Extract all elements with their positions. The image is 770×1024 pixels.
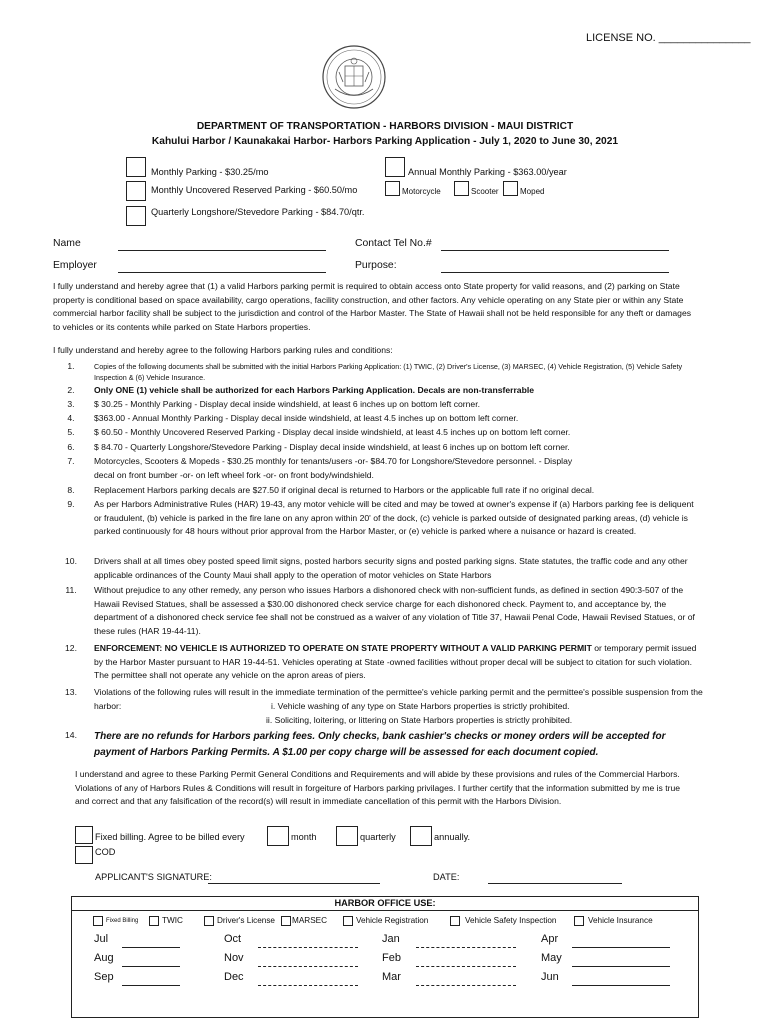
rule-number: 8. [67,485,75,495]
rule-text: As per Harbors Administrative Rules (HAR) 19-43, any motor vehicle will be cited and may be towed at owner's expense if (a) Harbors parking fee is deliquent or fraudulent, (b) vehicle is parked in the fire lane on any apron within 20' of the dock, (c) vehicle is parked outside of designated parking areas, (d) vehicle is parked continuously for 48 hours without prior approval from the Harbor Master, or (e) vehicle is parked where a nuisance or hazard is created. [94,499,694,537]
rules-intro: I fully understand and hereby agree to the following Harbors parking rules and conditions: [53,345,393,355]
rule-text: $ 60.50 - Monthly Uncovered Reserved Parking - Display decal inside windshield, at least 4.5 inches up on bottom left corner. [94,427,571,437]
date-label: DATE: [433,872,460,882]
rule-text: $ 30.25 - Monthly Parking - Display decal inside windshield, at least 6 inches up on bottom left corner. [94,399,480,409]
monthly-uncovered-label: Monthly Uncovered Reserved Parking - $60.50/mo [151,185,358,195]
rule-number: 10. [65,556,77,566]
monthly-uncovered-checkbox[interactable] [126,181,146,201]
rule-number: 7. [67,456,75,466]
month-jun-field[interactable] [572,985,670,986]
month-aug: Aug [94,952,114,964]
license-number: LICENSE NO. _______________ [586,32,751,44]
month-jul-field[interactable] [122,947,180,948]
agreement-paragraph: I understand and agree to these Parking Permit General Conditions and Requirements and will abide by these provisions and rules of the Commercial Harbors. Violations of any of Harbors Rules & Conditions will result in forgeiture of Harbors parking privilages. I further certify that the information submitted by me is true and correct and that any falsification of the record(s) will result in immediate cancellation of this permit with the Harbors Division. [75,769,681,807]
month-apr-field[interactable] [572,947,670,948]
month-feb-field[interactable] [416,966,516,967]
monthly-parking-label: Monthly Parking - $30.25/mo [151,167,269,177]
month-mar-field[interactable] [416,985,516,986]
state-seal-icon [321,44,387,110]
fixed-billing-checkbox[interactable] [75,826,93,844]
month-oct-field[interactable] [258,947,358,948]
rule-text: Without prejudice to any other remedy, any person who issues Harbors a dishonored check with non-sufficient funds, as defined in section 490:3-507 of the Hawaii Revised Statues, shall be assessed a $30.00 dishonored check service charge for each dishonored check. Payment to, and acceptance by, the department of a dishonored check service fee shall not be construed as a waiver of any violation of Title 37, Hawaii Penal Code, Hawaii Revised Statues, or of these rules (HAR 19-44-11). [94,585,695,636]
month-feb: Feb [382,952,401,964]
month-aug-field[interactable] [122,966,180,967]
scooter-label: Scooter [471,187,499,196]
rule-text: Copies of the following documents shall be submitted with the initial Harbors Parking Application: (1) TWIC, (2) Driver's License, (3) MARSEC, (4) Vehicle Registration, (5) Vehicle Safety Inspection & (6) Vehicle Insurance. [94,362,683,382]
enforcement-text: ENFORCEMENT: NO VEHICLE IS AUTHORIZED TO OPERATE ON STATE PROPERTY WITHOUT A VALID PARKING PERMIT [94,643,592,653]
rule-text: There are no refunds for Harbors parking fees. Only checks, bank cashier's checks or money orders will be accepted for payment of Harbors Parking Permits. A $1.00 per copy charge will be assessed for each document copied. [94,731,666,758]
month-may-field[interactable] [572,966,670,967]
month-apr: Apr [541,933,559,945]
rule-number: 4. [67,413,75,423]
quarterly-label: quarterly [360,832,396,842]
rule-number: 13. [65,687,77,697]
quarterly-checkbox[interactable] [336,826,358,846]
annually-checkbox[interactable] [410,826,432,846]
office-drivers-license-label: Driver's License [217,916,275,925]
rule-text: or temporary permit issued by the Harbor Master pursuant to HAR 19-44-51. Vehicles operating at State -owned facilities without proper decal will be subject to citation for such violation. The permittee shall not operate any vehicle on the apron areas of piers. [94,643,697,681]
month-nov-field[interactable] [258,966,358,967]
cod-label: COD [95,847,116,857]
month-jun: Jun [541,971,559,983]
office-twic-checkbox[interactable] [149,916,159,926]
month-sep: Sep [94,971,114,983]
annually-label: annually. [434,832,471,842]
office-marsec-label: MARSEC [292,916,328,925]
rule-text: $ 84.70 - Quarterly Longshore/Stevedore Parking - Display decal inside windshield, at least 6 inches up on bottom left corner. [94,442,570,452]
contact-label: Contact Tel No.# [355,238,432,249]
rule-number: 9. [67,499,75,509]
office-vehicle-registration-checkbox[interactable] [343,916,353,926]
cod-checkbox[interactable] [75,846,93,864]
month-mar: Mar [382,971,401,983]
office-twic-label: TWIC [162,916,183,925]
employer-label: Employer [53,260,97,271]
moped-checkbox[interactable] [503,181,518,196]
rule-13-sub-i: i. Vehicle washing of any type on State Harbors properties is strictly prohibited. [271,701,570,711]
department-heading: DEPARTMENT OF TRANSPORTATION - HARBORS DIVISION - MAUI DISTRICT [196,121,574,132]
rule-number: 3. [67,399,75,409]
office-vehicle-insurance-checkbox[interactable] [574,916,584,926]
rule-number: 5. [67,427,75,437]
motorcycle-label: Motorcycle [402,187,441,196]
month-sep-field[interactable] [122,985,180,986]
office-fixed-billing-checkbox[interactable] [93,916,103,926]
employer-field[interactable] [118,272,326,273]
quarterly-longshore-label: Quarterly Longshore/Stevedore Parking - $84.70/qtr. [151,207,365,217]
harbor-office-use-box [71,896,699,1018]
rule-text: Violations of the following rules will result in the immediate termination of the permittee's vehicle parking permit and the permittee's possible suspension from the harbor: [94,687,703,711]
application-title: Kahului Harbor / Kaunakakai Harbor- Harbors Parking Application - July 1, 2020 to June 30, 2021 [151,136,619,147]
month-dec-field[interactable] [258,985,358,986]
month-dec: Dec [224,971,244,983]
rule-number: 11. [65,585,77,595]
month-oct: Oct [224,933,242,945]
fixed-billing-label: Fixed billing. Agree to be billed every [95,832,245,842]
office-use-title: HARBOR OFFICE USE: [334,898,436,908]
rule-text: Replacement Harbors parking decals are $27.50 if original decal is returned to Harbors or the applicable full rate if no original decal. [94,485,595,495]
scooter-checkbox[interactable] [454,181,469,196]
name-label: Name [53,238,81,249]
intro-paragraph: I fully understand and hereby agree that (1) a valid Harbors parking permit is required to obtain access onto State property for valid reasons, and (2) parking on State property is conditional based on space availability, cargo operations, facility construction, and other factors. Any vehicle operating on any State pier or within any State commercial harbor facility shall be subject to the jurisdiction and control of the Harbor Master. The State of Hawaii shall not be held responsible for any theft or damages to vehicles or its contents while parked on State Harbors properties. [53,281,692,332]
office-vehicle-insurance-label: Vehicle Insurance [588,916,653,925]
office-fixed-billing-label: Fixed Billing [106,918,139,924]
annual-parking-label: Annual Monthly Parking - $363.00/year [408,167,567,177]
rule-text: $363.00 - Annual Monthly Parking - Display decal inside windshield, at least 4.5 inches up on bottom left corner. [94,413,519,423]
office-vehicle-registration-label: Vehicle Registration [356,916,429,925]
rule-text: Only ONE (1) vehicle shall be authorized for each Harbors Parking Application. Decals are non-transferrable [94,385,534,395]
rule-number: 12. [65,643,77,653]
month-nov: Nov [224,952,244,964]
month-checkbox[interactable] [267,826,289,846]
moped-label: Moped [520,187,545,196]
rule-number: 6. [67,442,75,452]
month-may: May [541,952,562,964]
office-vehicle-safety-label: Vehicle Safety Inspection [465,916,557,925]
rule-number: 14. [65,730,77,740]
date-field[interactable] [488,883,622,884]
office-divider [72,910,698,911]
office-marsec-checkbox[interactable] [281,916,291,926]
rule-text: Drivers shall at all times obey posted speed limit signs, posted harbors security signs and posted parking signs. State statutes, the traffic code and any other applicable ordinances of the County Maui shall apply to the operation of motor vehicles on State Harbors [94,556,688,580]
name-field[interactable] [118,250,326,251]
applicant-signature-label: APPLICANT'S SIGNATURE: [95,872,212,882]
month-label: month [291,832,317,842]
month-jan: Jan [382,933,400,945]
rule-number: 2. [67,385,75,395]
annual-parking-checkbox[interactable] [385,157,405,177]
purpose-label: Purpose: [355,260,397,271]
applicant-signature-field[interactable] [208,883,380,884]
month-jan-field[interactable] [416,947,516,948]
quarterly-longshore-checkbox[interactable] [126,206,146,226]
office-vehicle-safety-checkbox[interactable] [450,916,460,926]
rule-number: 1. [67,361,75,371]
purpose-field[interactable] [441,272,669,273]
office-drivers-license-checkbox[interactable] [204,916,214,926]
monthly-parking-checkbox[interactable] [126,157,146,177]
rule-text: Motorcycles, Scooters & Mopeds - $30.25 monthly for tenants/users -or- $84.70 for Longshore/Stevedore personnel. - Display decal on front bumber -or- on left wheel fork -or- on front body/windshield. [94,456,573,480]
rule-13-sub-ii: ii. Soliciting, loitering, or littering on State Harbors properties is strictly prohibited. [266,715,573,725]
contact-field[interactable] [441,250,669,251]
month-jul: Jul [94,933,109,945]
motorcycle-checkbox[interactable] [385,181,400,196]
